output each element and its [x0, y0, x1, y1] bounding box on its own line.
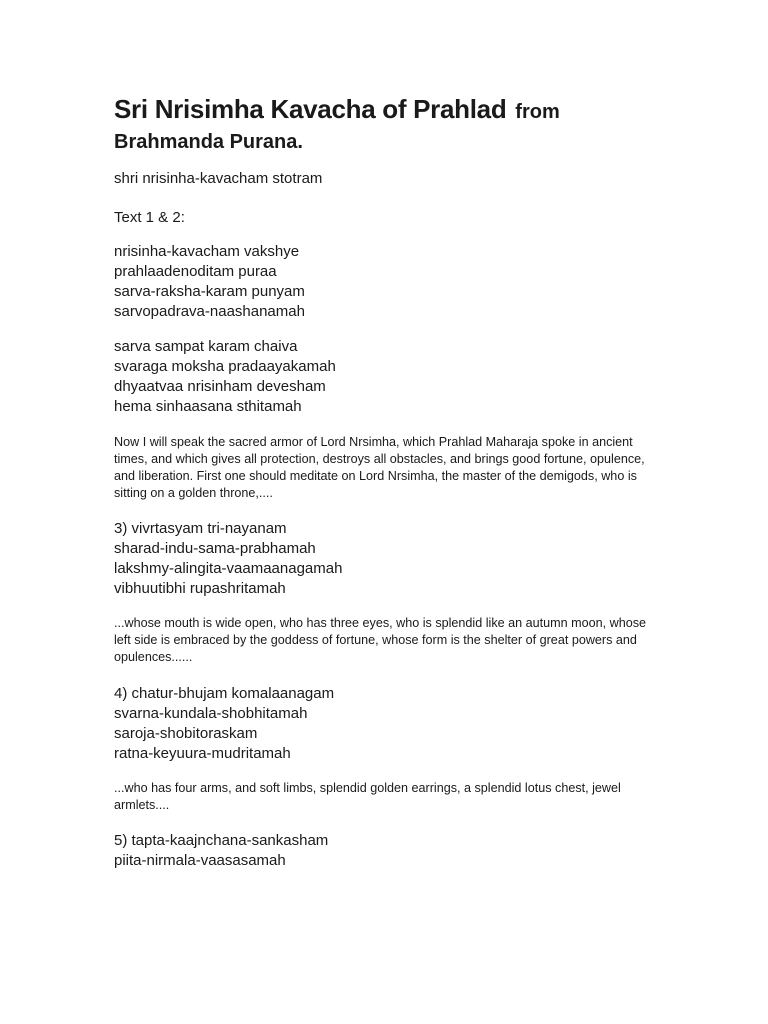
verse-line: svaraga moksha pradaayakamah: [114, 358, 336, 375]
translation-3: ...whose mouth is wide open, who has three eyes, who is splendid like an autumn moon, whose left side is embraced by the goddess of fortune, whose form is the shelter of great powers and opulences......: [114, 616, 647, 664]
page-title: [114, 92, 674, 155]
verse-2: [114, 337, 336, 417]
translation-4: ...who has four arms, and soft limbs, splendid golden earrings, a splendid lotus chest, jewel armlets....: [114, 781, 621, 812]
title-from: from: [515, 101, 560, 123]
verse-line: 4) chatur-bhujam komalaanagam: [114, 685, 335, 702]
verse-line: piita-nirmala-vaasasamah: [114, 852, 286, 869]
text-label: Text 1 & 2:: [114, 209, 185, 226]
verse-line: saroja-shobitoraskam: [114, 725, 258, 742]
verse-line: 5) tapta-kaajnchana-sankasham: [114, 832, 329, 849]
verse-line: sarva-raksha-karam punyam: [114, 283, 305, 300]
verse-line: sarva sampat karam chaiva: [114, 338, 298, 355]
verse-line: lakshmy-alingita-vaamaanagamah: [114, 560, 343, 577]
verse-line: nrisinha-kavacham vakshye: [114, 243, 300, 260]
verse-line: sharad-indu-sama-prabhamah: [114, 540, 316, 557]
verse-line: sarvopadrava-naashanamah: [114, 303, 305, 320]
verse-1: [114, 242, 305, 322]
translation-1: Now I will speak the sacred armor of Lord Nrsimha, which Prahlad Maharaja spoke in ancient times, and which gives all protection, destroys all obstacles, and brings good fortune, opulence, and liberation. First one should meditate on Lord Nrsimha, the master of the demigods, who is sitting on a golden throne,....: [114, 435, 645, 500]
verse-3: [114, 519, 342, 599]
verse-5: [114, 831, 328, 871]
verse-4: [114, 684, 334, 764]
verse-line: prahlaadenoditam puraa: [114, 263, 277, 280]
verse-line: 3) vivrtasyam tri-nayanam: [114, 520, 287, 537]
verse-line: dhyaatvaa nrisinham devesham: [114, 378, 326, 395]
title-source: Brahmanda Purana.: [114, 131, 303, 153]
subtitle: shri nrisinha-kavacham stotram: [114, 170, 323, 187]
verse-line: vibhuutibhi rupashritamah: [114, 580, 286, 597]
verse-line: ratna-keyuura-mudritamah: [114, 745, 291, 762]
title-main: Sri Nrisimha Kavacha of Prahlad: [114, 94, 507, 124]
verse-line: hema sinhaasana sthitamah: [114, 398, 302, 415]
verse-line: svarna-kundala-shobhitamah: [114, 705, 308, 722]
